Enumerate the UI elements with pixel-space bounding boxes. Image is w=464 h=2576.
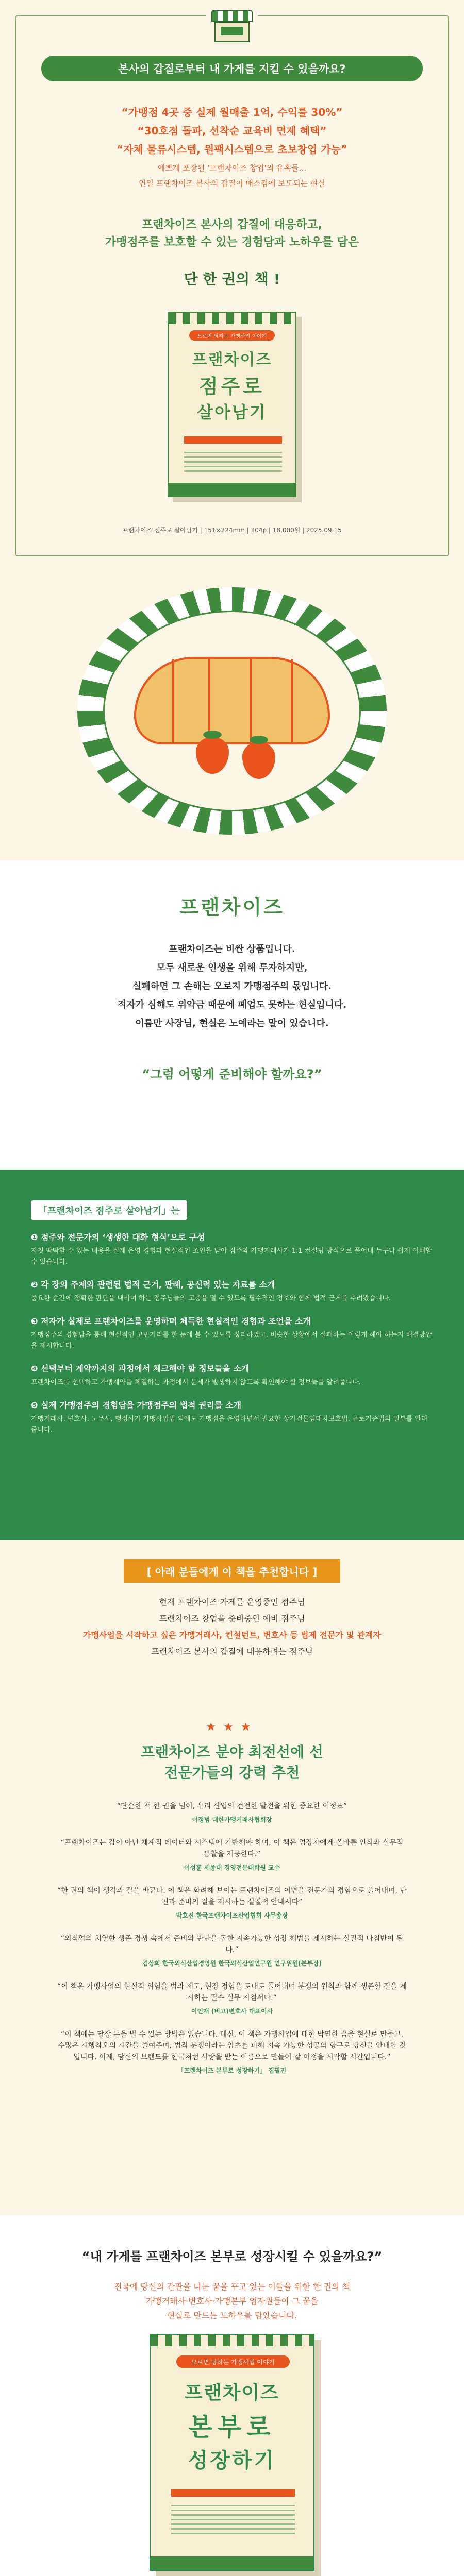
feature-item bbox=[31, 1399, 433, 1435]
recommend-list bbox=[0, 1594, 464, 1660]
recommend-item: 가맹사업을 시작하고 싶은 가맹거래사, 컨설턴트, 변호사 등 법제 전문가 및 관계자 bbox=[83, 1630, 381, 1640]
hero-note: 예쁘게 포장된 '프랜차이즈 창업'의 유혹들… bbox=[157, 163, 307, 173]
hero-headline-banner bbox=[41, 56, 423, 81]
related-book-cover bbox=[150, 2334, 314, 2571]
book-title-line: 프랜차이즈 bbox=[192, 351, 272, 369]
reviews-title-line: 전문가들의 강력 추천 bbox=[164, 1764, 300, 1781]
book-caption: 프랜차이즈 점주로 살아남기 | 151×224mm | 204p | 18,000원 | 2025.09.15 bbox=[122, 527, 342, 534]
hero-lead-strong: 단 한 권의 책 ! bbox=[184, 270, 280, 287]
feature-head: ❷ 각 장의 주제와 관련된 법적 근거, 판례, 공신력 있는 자료를 소개 bbox=[31, 1280, 275, 1290]
review-quote: “이 책은 가맹사업의 현실적 위험을 법과 제도, 현장 경험을 토대로 풀어내며 분쟁의 원칙과 함께 생존할 길을 제시하는 필수 실무 지침서다.” bbox=[57, 1982, 407, 2002]
hero-lead bbox=[0, 216, 464, 251]
recommend-item: 현재 프랜차이즈 가게를 운영중인 점주님 bbox=[159, 1597, 305, 1607]
intro-line: 모두 새로운 인생을 위해 투자하지만, bbox=[156, 962, 308, 973]
review-author: 김상희 한국외식산업경영원 한국외식산업연구원 연구위원(본부장) bbox=[142, 1960, 322, 1967]
feature-head: ❺ 실제 가맹점주의 경험담을 가맹점주의 법적 권리를 소개 bbox=[31, 1400, 242, 1410]
hero-lead-line: 가맹점주를 보호할 수 있는 경험담과 노하우를 담은 bbox=[105, 236, 359, 249]
intro-line: 이름만 사장님, 현실은 노예라는 말이 있습니다. bbox=[135, 1018, 329, 1029]
review-quote: “이 책에는 당장 돈을 벌 수 있는 방법은 없습니다. 대신, 이 책은 가맹사업에 대한 막연한 꿈을 현실로 만들고, 수많은 시행착오의 시간을 줄여주며, 법적 분쟁이라는 암초를 피해 지속 가능한 성공의 항구로 당신을 안내할 것입니다. 이제, 당신의 브랜드를 한국처럼 사랑을 받는 이름으로 만들어 갈 여정을 시작할 시간입니다.” bbox=[58, 2030, 406, 2061]
feature-item bbox=[31, 1279, 433, 1304]
feature-item bbox=[31, 1231, 433, 1267]
reviews-section bbox=[0, 1700, 464, 2215]
closing-line: 가맹거래사·변호사·가맹본부 업자원들이 그 꿈을 bbox=[145, 2296, 319, 2306]
book-title-line: 프랜차이즈 bbox=[185, 2382, 279, 2403]
features-title: 「프랜차이즈 점주로 살아남기」는 bbox=[31, 1200, 187, 1220]
feature-body: 중요한 순간에 정확한 판단을 내리며 하는 점주님들의 고충을 덜 수 있도록 필수적인 정보와 함께 법적 근거를 추려봤습니다. bbox=[31, 1295, 391, 1302]
feature-item bbox=[31, 1363, 433, 1388]
feature-item bbox=[31, 1315, 433, 1351]
reviews-title-line: 프랜차이즈 분야 최전선에 선 bbox=[141, 1743, 323, 1760]
review-quote: “프랜차이즈는 갑이 아닌 체계적 데이터와 시스템에 기반해야 하며, 이 책은 업장자에게 올바른 인식과 실무적 통찰을 제공한다.” bbox=[60, 1839, 404, 1858]
hero-section bbox=[0, 0, 464, 567]
feature-body: 자칫 딱딱할 수 있는 내용을 실제 운영 경험과 현실적인 조언을 담아 점주와 가맹거래사가 1:1 컨설팅 방식으로 풀어내 누구나 쉽게 이해할 수 있습니다. bbox=[31, 1247, 432, 1266]
book-title-line: 점주로 bbox=[198, 375, 266, 398]
closing-question: “내 가게를 프랜차이즈 본부로 성장시킬 수 있을까요?” bbox=[81, 2249, 383, 2264]
closing-line: 전국에 당신의 간판을 다는 꿈을 꾸고 있는 이들을 위한 한 권의 책 bbox=[114, 2282, 350, 2292]
book-title-line: 살아남기 bbox=[197, 402, 267, 422]
book-cover bbox=[168, 312, 296, 497]
croissant-icon bbox=[134, 657, 330, 744]
hero-bullet: “자체 물류시스템, 원팩시스템으로 초보창업 가능” bbox=[116, 143, 348, 156]
review-author: 이인재 (비고)변호사 대표이사 bbox=[191, 2008, 273, 2015]
feature-head: ❹ 선택부터 계약까지의 과정에서 체크해야 할 정보들을 소개 bbox=[31, 1364, 250, 1374]
hero-lead-line: 프랜차이즈 본사의 갑질에 대응하고, bbox=[141, 218, 323, 231]
book-badge: 모르면 당하는 가맹사업 이야기 bbox=[176, 2355, 290, 2368]
recommend-item: 프랜차이즈 창업을 준비중인 예비 점주님 bbox=[159, 1614, 305, 1623]
intro-line: 적자가 심해도 위약금 때문에 폐업도 못하는 현실입니다. bbox=[117, 999, 347, 1010]
intro-title: 프랜차이즈 bbox=[179, 896, 285, 919]
review-item bbox=[0, 2029, 464, 2075]
feature-body: 프랜차이즈를 선택하고 가맹계약을 체결하는 과정에서 문제가 발생하지 않도록 확인해야 할 정보들을 알려줍니다. bbox=[31, 1379, 361, 1386]
intro-section bbox=[0, 860, 464, 1170]
intro-line: 실패하면 그 손해는 오로지 가맹점주의 몫입니다. bbox=[132, 981, 332, 992]
book-text-lines bbox=[171, 2505, 295, 2536]
review-item bbox=[0, 1837, 464, 1872]
croissant-illustration bbox=[0, 567, 464, 860]
closing-body bbox=[0, 2280, 464, 2323]
features-section bbox=[0, 1170, 464, 1540]
review-quote: “단순한 책 한 권을 넘어, 우리 산업의 건전한 발전을 위한 중요한 이정표” bbox=[117, 1802, 347, 1810]
review-author: 박호진 한국프랜차이즈산업협회 사무총장 bbox=[176, 1912, 288, 1919]
review-quote: “한 권의 책이 생각과 길을 바꾼다. 이 책은 화려해 보이는 프랜차이즈의 이면을 전문가의 경험으로 풀어내며, 단편과 준비의 길을 제시하는 실질적 안내서다” bbox=[57, 1887, 407, 1906]
rating-stars-icon: ★★★ bbox=[206, 1721, 258, 1734]
storefront-icon bbox=[206, 6, 258, 46]
hero-bullet: “가맹점 4곳 중 실제 월매출 1억, 수익률 30%” bbox=[121, 106, 343, 118]
book-bottom-band bbox=[151, 2556, 313, 2570]
reviews-title bbox=[0, 1742, 464, 1783]
feature-body: 가맹점주의 경험담을 통해 현실적인 고민거리를 한 눈에 볼 수 있도록 정리하였고, 비슷한 상황에서 실패하는 이렇게 해야 하는지 해결방안을 제시합니다. bbox=[31, 1331, 432, 1350]
closing-line: 현실로 만드는 노하우를 담았습니다. bbox=[167, 2311, 297, 2320]
book-badge: 모르면 당하는 가맹사업 이야기 bbox=[189, 330, 275, 341]
review-item bbox=[0, 1801, 464, 1824]
review-item bbox=[0, 1933, 464, 1968]
feature-body: 가맹거래사, 변호사, 노무사, 행정사가 가맹사업법 외에도 가맹점을 운영하면서 필요한 상가건물임대차보호법, 근로기준법의 일부를 알려줍니다. bbox=[31, 1415, 428, 1434]
review-author: 이성훈 세종대 경영전문대학원 교수 bbox=[184, 1864, 280, 1871]
feature-head: ❸ 저자가 실제로 프랜차이즈를 운영하며 체득한 현실적인 경험과 조언을 소개 bbox=[31, 1316, 311, 1326]
intro-text bbox=[0, 940, 464, 1033]
book-author-bar bbox=[171, 2489, 295, 2497]
feature-head: ❶ 점주와 전문가의 ‘생생한 대화 형식’으로 구성 bbox=[31, 1232, 205, 1242]
review-author: 이정범 대한가맹거래사협회장 bbox=[192, 1816, 272, 1823]
review-item bbox=[0, 1981, 464, 2015]
hero-bullet: “30호점 돌파, 선착순 교육비 면제 혜택” bbox=[137, 125, 327, 137]
book-author-bar bbox=[184, 436, 282, 444]
book-bottom-band bbox=[169, 483, 295, 496]
intro-line: 프랜차이즈는 비싼 상품입니다. bbox=[169, 944, 295, 955]
book-title-line: 성장하기 bbox=[188, 2449, 276, 2472]
book-text-lines bbox=[184, 452, 282, 472]
intro-question: “그럼 어떻게 준비해야 할까요?” bbox=[142, 1067, 322, 1081]
recommend-section bbox=[0, 1540, 464, 1700]
book-title-line: 본부로 bbox=[188, 2413, 276, 2442]
hero-note: 연일 프랜차이즈 본사의 갑질이 매스컴에 보도되는 현실 bbox=[139, 179, 325, 188]
hero-headline: 본사의 갑질로부터 내 가게를 지킬 수 있을까요? bbox=[118, 63, 346, 75]
review-quote: “외식업의 치열한 생존 경쟁 속에서 준비와 판단을 돕한 지속가능한 성장 해법을 제시하는 실질적 나침반이 된다.” bbox=[60, 1935, 404, 1954]
book-awning bbox=[169, 313, 295, 324]
review-author: 「프랜차이즈 본부로 성장하기」 집필진 bbox=[177, 2067, 287, 2074]
book-awning bbox=[151, 2335, 313, 2346]
review-item bbox=[0, 1885, 464, 1920]
recommend-tab: [ 아래 분들에게 이 책을 추천합니다 ] bbox=[124, 1559, 340, 1583]
closing-section bbox=[0, 2215, 464, 2576]
recommend-item: 프랜차이즈 본사의 갑질에 대응하려는 점주님 bbox=[151, 1647, 313, 1656]
hero-bullets bbox=[0, 103, 464, 190]
review-list bbox=[0, 1801, 464, 2075]
